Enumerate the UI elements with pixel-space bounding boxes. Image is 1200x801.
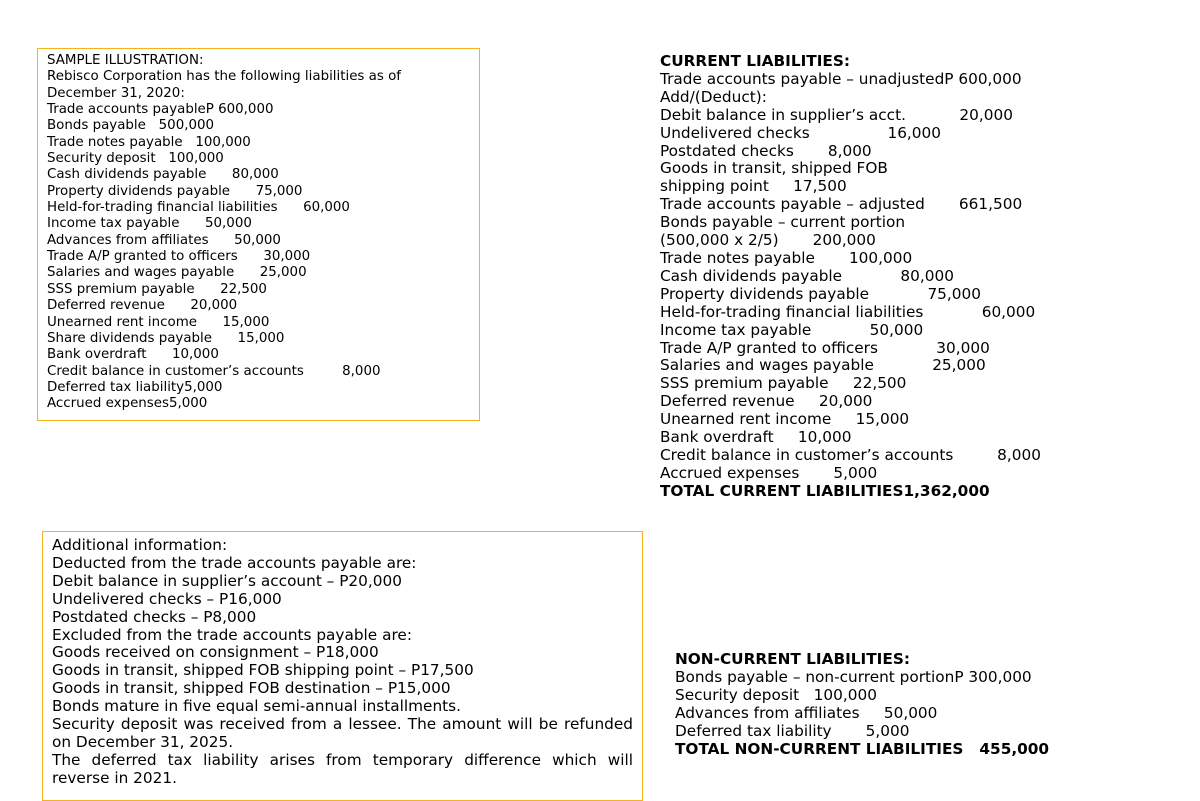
current-line: Add/(Deduct):: [660, 87, 767, 106]
current-line: Unearned rent income 15,000: [660, 410, 910, 429]
deferred-tax-note: The deferred tax liability arises from temporary difference which will reverse in 2021.: [52, 750, 633, 787]
additional-line: Goods in transit, shipped FOB shipping point – P17,500: [52, 661, 474, 680]
additional-line: Postdated checks – P8,000: [52, 607, 257, 626]
current-line: Trade accounts payable – unadjustedP 600,000: [660, 69, 1022, 88]
sample-line: Bonds payable 500,000: [47, 118, 215, 134]
current-line: SSS premium payable 22,500: [660, 374, 907, 393]
sample-line: Cash dividends payable 80,000: [47, 167, 279, 183]
noncurrent-line: Security deposit 100,000: [675, 685, 877, 704]
current-line: Trade accounts payable – adjusted 661,500: [660, 195, 1023, 214]
sample-line: Rebisco Corporation has the following liabilities as of: [47, 69, 402, 85]
sample-line: Security deposit 100,000: [47, 151, 224, 167]
noncurrent-liabilities-section: [675, 651, 1049, 758]
additional-line: Undelivered checks – P16,000: [52, 589, 282, 608]
current-line: Postdated checks 8,000: [660, 141, 872, 160]
sample-line: Trade accounts payableP 600,000: [47, 102, 274, 118]
noncurrent-line: Bonds payable – non-current portionP 300,000: [675, 667, 1032, 686]
current-line: Credit balance in customer’s accounts 8,000: [660, 445, 1041, 464]
current-line: Deferred revenue 20,000: [660, 392, 873, 411]
sample-line: Salaries and wages payable 25,000: [47, 265, 307, 281]
current-line: Salaries and wages payable 25,000: [660, 356, 986, 375]
sample-heading: SAMPLE ILLUSTRATION:: [47, 53, 204, 68]
current-line: Accrued expenses 5,000: [660, 463, 878, 482]
noncurrent-line: Advances from affiliates 50,000: [675, 703, 938, 722]
current-heading: CURRENT LIABILITIES:: [660, 52, 850, 70]
current-total: TOTAL CURRENT LIABILITIES1,362,000: [660, 481, 990, 500]
current-line: Bonds payable – current portion: [660, 213, 906, 232]
additional-line: Goods in transit, shipped FOB destination – P15,000: [52, 679, 451, 698]
additional-information-box: [42, 531, 643, 801]
sample-line: Share dividends payable 15,000: [47, 330, 285, 346]
current-line: (500,000 x 2/5) 200,000: [660, 231, 876, 250]
sample-illustration-box: [37, 48, 480, 421]
current-line: Bank overdraft 10,000: [660, 428, 852, 447]
sample-line: Deferred tax liability5,000: [47, 379, 223, 395]
security-deposit-note: Security deposit was received from a lessee. The amount will be refunded on December 31, 2025.: [52, 715, 633, 751]
sample-line: Deferred revenue 20,000: [47, 298, 238, 314]
current-line: Cash dividends payable 80,000: [660, 266, 954, 285]
current-line: Held-for-trading financial liabilities 60,000: [660, 302, 1036, 321]
sample-line: Held-for-trading financial liabilities 60,000: [47, 200, 350, 216]
current-line: Debit balance in supplier’s acct. 20,000: [660, 105, 1013, 124]
sample-line: Unearned rent income 15,000: [47, 314, 270, 330]
current-line: shipping point 17,500: [660, 177, 847, 196]
additional-line: Excluded from the trade accounts payable are:: [52, 625, 412, 644]
current-line: Undelivered checks 16,000: [660, 123, 941, 142]
additional-line: Debit balance in supplier’s account – P20,000: [52, 571, 402, 590]
sample-line: Credit balance in customer’s accounts 8,000: [47, 363, 381, 379]
additional-line: Deducted from the trade accounts payable are:: [52, 553, 417, 572]
sample-line: Trade A/P granted to officers 30,000: [47, 249, 311, 265]
additional-heading: Additional information:: [52, 536, 228, 554]
noncurrent-line: Deferred tax liability 5,000: [675, 721, 910, 740]
current-line: Trade notes payable 100,000: [660, 248, 913, 267]
sample-line: Accrued expenses5,000: [47, 396, 208, 412]
current-line: Trade A/P granted to officers 30,000: [660, 338, 990, 357]
sample-line: Advances from affiliates 50,000: [47, 232, 281, 248]
noncurrent-total: TOTAL NON-CURRENT LIABILITIES 455,000: [675, 739, 1050, 758]
sample-line: Property dividends payable 75,000: [47, 183, 303, 199]
sample-line: December 31, 2020:: [47, 85, 185, 101]
sample-line: Income tax payable 50,000: [47, 216, 252, 232]
current-line: Goods in transit, shipped FOB: [660, 159, 888, 178]
current-liabilities-section: [660, 53, 1041, 501]
additional-line: Bonds mature in five equal semi-annual installments.: [52, 697, 461, 716]
current-line: Property dividends payable 75,000: [660, 284, 981, 303]
noncurrent-heading: NON-CURRENT LIABILITIES:: [675, 650, 910, 668]
sample-line: Bank overdraft 10,000: [47, 347, 219, 363]
additional-line: Goods received on consignment – P18,000: [52, 643, 379, 662]
sample-line: SSS premium payable 22,500: [47, 281, 267, 297]
sample-line: Trade notes payable 100,000: [47, 134, 251, 150]
current-line: Income tax payable 50,000: [660, 320, 924, 339]
